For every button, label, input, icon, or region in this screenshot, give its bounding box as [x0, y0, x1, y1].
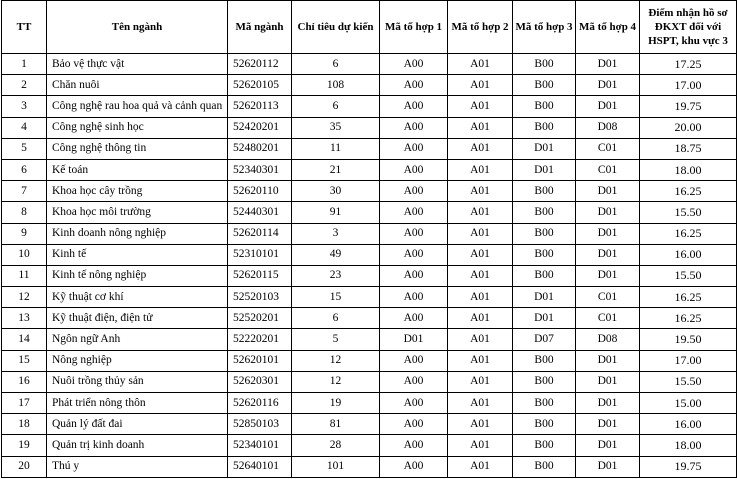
cell-score: 19.75 — [640, 96, 737, 117]
cell-combo-1: A00 — [380, 223, 448, 244]
cell-quota: 5 — [292, 329, 380, 350]
cell-score: 16.25 — [640, 181, 737, 202]
cell-combo-3: B00 — [513, 414, 576, 435]
cell-combo-2: A01 — [448, 96, 513, 117]
cell-combo-1: A00 — [380, 202, 448, 223]
cell-quota: 49 — [292, 244, 380, 265]
cell-combo-3: B00 — [513, 54, 576, 75]
cell-combo-4: D01 — [576, 223, 640, 244]
cell-name: Kế toán — [47, 159, 228, 180]
cell-tt: 8 — [2, 202, 47, 223]
cell-code: 52340101 — [228, 435, 292, 456]
cell-name: Phát triển nông thôn — [47, 393, 228, 414]
cell-combo-4: D01 — [576, 96, 640, 117]
cell-combo-1: A00 — [380, 287, 448, 308]
cell-quota: 6 — [292, 96, 380, 117]
cell-code: 52520201 — [228, 308, 292, 329]
cell-combo-2: A01 — [448, 181, 513, 202]
table-row — [2, 223, 737, 244]
cell-code: 52620110 — [228, 181, 292, 202]
table-row — [2, 393, 737, 414]
cell-tt: 11 — [2, 265, 47, 286]
cell-name: Bảo vệ thực vật — [47, 54, 228, 75]
cell-combo-1: A00 — [380, 456, 448, 477]
cell-combo-1: A00 — [380, 308, 448, 329]
cell-tt: 12 — [2, 287, 47, 308]
cell-quota: 21 — [292, 159, 380, 180]
header-quota: Chỉ tiêu dự kiến — [292, 1, 380, 54]
cell-combo-2: A01 — [448, 159, 513, 180]
cell-name: Quản trị kinh doanh — [47, 435, 228, 456]
table-row — [2, 308, 737, 329]
cell-score: 15.50 — [640, 371, 737, 392]
cell-combo-3: B00 — [513, 202, 576, 223]
table-row — [2, 202, 737, 223]
cell-combo-2: A01 — [448, 350, 513, 371]
cell-combo-3: B00 — [513, 244, 576, 265]
cell-combo-4: D01 — [576, 371, 640, 392]
table-row — [2, 456, 737, 477]
cell-tt: 3 — [2, 96, 47, 117]
cell-tt: 9 — [2, 223, 47, 244]
cell-combo-2: A01 — [448, 75, 513, 96]
cell-combo-1: A00 — [380, 435, 448, 456]
cell-combo-4: C01 — [576, 138, 640, 159]
header-combo-1: Mã tổ hợp 1 — [380, 1, 448, 54]
cell-combo-1: A00 — [380, 244, 448, 265]
cell-combo-1: D01 — [380, 329, 448, 350]
cell-combo-4: D08 — [576, 117, 640, 138]
cell-combo-4: D01 — [576, 414, 640, 435]
header-combo-3: Mã tổ hợp 3 — [513, 1, 576, 54]
cell-score: 16.25 — [640, 223, 737, 244]
cell-combo-2: A01 — [448, 329, 513, 350]
cell-combo-4: D01 — [576, 181, 640, 202]
cell-combo-2: A01 — [448, 223, 513, 244]
cell-combo-3: D01 — [513, 308, 576, 329]
cell-score: 17.25 — [640, 54, 737, 75]
cell-combo-4: D01 — [576, 435, 640, 456]
cell-score: 16.00 — [640, 414, 737, 435]
cell-tt: 17 — [2, 393, 47, 414]
cell-name: Kinh doanh nông nghiệp — [47, 223, 228, 244]
table-row — [2, 265, 737, 286]
cell-quota: 35 — [292, 117, 380, 138]
table-row — [2, 287, 737, 308]
cell-combo-3: B00 — [513, 350, 576, 371]
cell-quota: 12 — [292, 350, 380, 371]
header-row — [2, 1, 737, 54]
cell-combo-1: A00 — [380, 350, 448, 371]
cell-combo-3: D01 — [513, 287, 576, 308]
cell-combo-3: B00 — [513, 223, 576, 244]
cell-combo-3: B00 — [513, 265, 576, 286]
cell-combo-4: C01 — [576, 159, 640, 180]
table-row — [2, 159, 737, 180]
cell-combo-4: D01 — [576, 244, 640, 265]
cell-tt: 20 — [2, 456, 47, 477]
cell-quota: 108 — [292, 75, 380, 96]
cell-quota: 3 — [292, 223, 380, 244]
cell-combo-3: D01 — [513, 159, 576, 180]
table-row — [2, 75, 737, 96]
cell-score: 16.25 — [640, 308, 737, 329]
cell-name: Kỹ thuật điện, điện tử — [47, 308, 228, 329]
cell-combo-4: D01 — [576, 54, 640, 75]
cell-combo-1: A00 — [380, 75, 448, 96]
cell-code: 52520103 — [228, 287, 292, 308]
cell-quota: 23 — [292, 265, 380, 286]
cell-quota: 101 — [292, 456, 380, 477]
table-row — [2, 54, 737, 75]
table-row — [2, 181, 737, 202]
table-row — [2, 329, 737, 350]
cell-code: 52310101 — [228, 244, 292, 265]
cell-tt: 13 — [2, 308, 47, 329]
cell-score: 16.00 — [640, 244, 737, 265]
cell-code: 52620112 — [228, 54, 292, 75]
table-row — [2, 96, 737, 117]
cell-score: 16.25 — [640, 287, 737, 308]
cell-combo-1: A00 — [380, 265, 448, 286]
cell-quota: 6 — [292, 54, 380, 75]
cell-name: Công nghệ sinh học — [47, 117, 228, 138]
cell-combo-4: D08 — [576, 329, 640, 350]
cell-combo-4: C01 — [576, 308, 640, 329]
cell-quota: 30 — [292, 181, 380, 202]
cell-quota: 91 — [292, 202, 380, 223]
cell-combo-1: A00 — [380, 159, 448, 180]
cell-combo-3: B00 — [513, 96, 576, 117]
cell-quota: 28 — [292, 435, 380, 456]
cell-score: 15.50 — [640, 265, 737, 286]
cell-tt: 7 — [2, 181, 47, 202]
table-row — [2, 244, 737, 265]
cell-tt: 15 — [2, 350, 47, 371]
header-tt: TT — [2, 1, 47, 54]
cell-combo-3: B00 — [513, 117, 576, 138]
cell-score: 19.50 — [640, 329, 737, 350]
header-name: Tên ngành — [47, 1, 228, 54]
table-row — [2, 117, 737, 138]
cell-tt: 4 — [2, 117, 47, 138]
cell-name: Kinh tế nông nghiệp — [47, 265, 228, 286]
cell-score: 18.00 — [640, 435, 737, 456]
cell-code: 52850103 — [228, 414, 292, 435]
cell-code: 52480201 — [228, 138, 292, 159]
cell-quota: 12 — [292, 371, 380, 392]
cell-combo-3: D01 — [513, 138, 576, 159]
cell-combo-2: A01 — [448, 202, 513, 223]
cell-code: 52620114 — [228, 223, 292, 244]
cell-combo-4: D01 — [576, 202, 640, 223]
cell-code: 52620301 — [228, 371, 292, 392]
cell-combo-2: A01 — [448, 456, 513, 477]
cell-combo-1: A00 — [380, 96, 448, 117]
cell-code: 52340301 — [228, 159, 292, 180]
cell-combo-3: B00 — [513, 75, 576, 96]
cell-tt: 2 — [2, 75, 47, 96]
cell-quota: 81 — [292, 414, 380, 435]
cell-tt: 1 — [2, 54, 47, 75]
header-combo-2: Mã tổ hợp 2 — [448, 1, 513, 54]
cell-quota: 11 — [292, 138, 380, 159]
table-row — [2, 138, 737, 159]
cell-quota: 15 — [292, 287, 380, 308]
table-row — [2, 371, 737, 392]
cell-score: 15.50 — [640, 202, 737, 223]
cell-tt: 16 — [2, 371, 47, 392]
cell-combo-4: D01 — [576, 265, 640, 286]
table-row — [2, 350, 737, 371]
cell-combo-2: A01 — [448, 54, 513, 75]
cell-combo-3: D07 — [513, 329, 576, 350]
cell-name: Kinh tế — [47, 244, 228, 265]
admission-table — [1, 0, 737, 478]
cell-combo-3: B00 — [513, 181, 576, 202]
cell-combo-4: C01 — [576, 287, 640, 308]
cell-combo-4: D01 — [576, 75, 640, 96]
cell-code: 52420201 — [228, 117, 292, 138]
cell-combo-2: A01 — [448, 414, 513, 435]
cell-combo-2: A01 — [448, 244, 513, 265]
cell-name: Kỹ thuật cơ khí — [47, 287, 228, 308]
cell-combo-2: A01 — [448, 287, 513, 308]
cell-combo-1: A00 — [380, 414, 448, 435]
cell-combo-1: A00 — [380, 393, 448, 414]
cell-combo-1: A00 — [380, 54, 448, 75]
cell-score: 18.00 — [640, 159, 737, 180]
cell-name: Khoa học môi trường — [47, 202, 228, 223]
cell-combo-3: B00 — [513, 371, 576, 392]
cell-tt: 6 — [2, 159, 47, 180]
cell-tt: 5 — [2, 138, 47, 159]
cell-combo-4: D01 — [576, 350, 640, 371]
header-score: Điểm nhận hồ sơ ĐKXT đối với HSPT, khu vực 3 — [640, 1, 737, 54]
cell-combo-2: A01 — [448, 393, 513, 414]
cell-combo-2: A01 — [448, 371, 513, 392]
cell-tt: 19 — [2, 435, 47, 456]
cell-code: 52620101 — [228, 350, 292, 371]
cell-combo-2: A01 — [448, 117, 513, 138]
cell-name: Nông nghiệp — [47, 350, 228, 371]
cell-combo-3: B00 — [513, 456, 576, 477]
cell-score: 17.00 — [640, 75, 737, 96]
cell-score: 17.00 — [640, 350, 737, 371]
cell-combo-2: A01 — [448, 435, 513, 456]
cell-combo-1: A00 — [380, 138, 448, 159]
cell-score: 20.00 — [640, 117, 737, 138]
cell-name: Công nghệ rau hoa quả và cảnh quan — [47, 96, 228, 117]
header-code: Mã ngành — [228, 1, 292, 54]
cell-score: 19.75 — [640, 456, 737, 477]
cell-quota: 6 — [292, 308, 380, 329]
cell-name: Ngôn ngữ Anh — [47, 329, 228, 350]
header-combo-4: Mã tổ hợp 4 — [576, 1, 640, 54]
cell-name: Thú y — [47, 456, 228, 477]
cell-code: 52620113 — [228, 96, 292, 117]
cell-combo-1: A00 — [380, 117, 448, 138]
cell-combo-2: A01 — [448, 308, 513, 329]
cell-combo-3: B00 — [513, 435, 576, 456]
cell-name: Quản lý đất đai — [47, 414, 228, 435]
cell-code: 52440301 — [228, 202, 292, 223]
cell-name: Chăn nuôi — [47, 75, 228, 96]
cell-code: 52220201 — [228, 329, 292, 350]
cell-code: 52640101 — [228, 456, 292, 477]
cell-name: Nuôi trồng thủy sản — [47, 371, 228, 392]
cell-combo-2: A01 — [448, 265, 513, 286]
cell-combo-4: D01 — [576, 456, 640, 477]
cell-combo-1: A00 — [380, 181, 448, 202]
cell-score: 18.75 — [640, 138, 737, 159]
cell-name: Công nghệ thông tin — [47, 138, 228, 159]
cell-code: 52620116 — [228, 393, 292, 414]
cell-score: 15.00 — [640, 393, 737, 414]
cell-combo-4: D01 — [576, 393, 640, 414]
cell-combo-2: A01 — [448, 138, 513, 159]
table-row — [2, 414, 737, 435]
cell-name: Khoa học cây trồng — [47, 181, 228, 202]
cell-tt: 14 — [2, 329, 47, 350]
cell-combo-3: B00 — [513, 393, 576, 414]
cell-quota: 19 — [292, 393, 380, 414]
table-body — [2, 54, 737, 478]
cell-tt: 18 — [2, 414, 47, 435]
cell-tt: 10 — [2, 244, 47, 265]
cell-code: 52620105 — [228, 75, 292, 96]
table-row — [2, 435, 737, 456]
cell-code: 52620115 — [228, 265, 292, 286]
cell-combo-1: A00 — [380, 371, 448, 392]
